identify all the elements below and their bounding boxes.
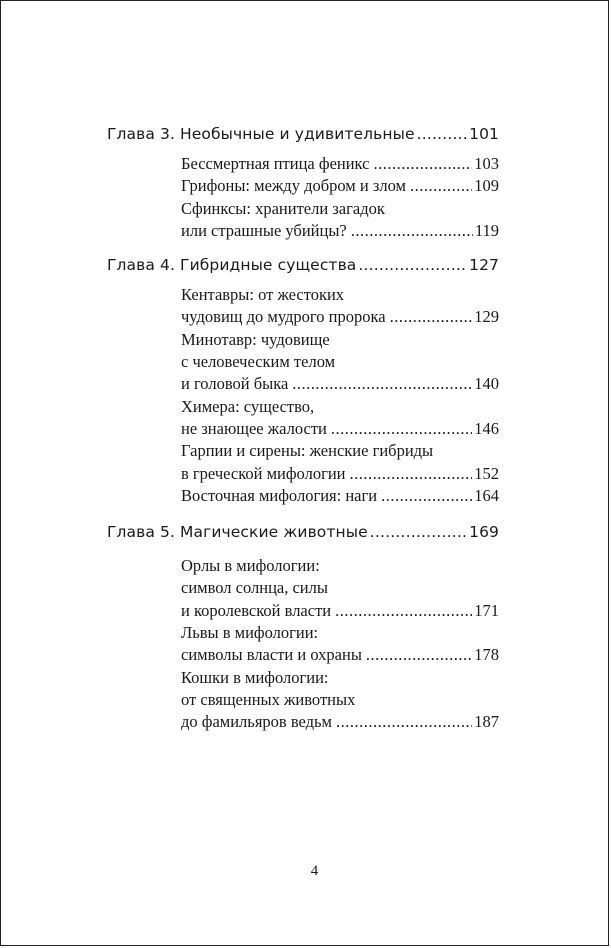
dot-leader <box>351 220 473 242</box>
dot-leader <box>358 256 467 274</box>
dot-leader <box>381 485 472 507</box>
entry-title-line: Грифоны: между добром и злом <box>181 176 406 196</box>
entry-title-line: Львы в мифологии: <box>181 623 319 643</box>
page-number <box>1 863 608 880</box>
entry-page: 129 <box>474 307 499 327</box>
entry-title-line: от священных животных <box>181 689 356 709</box>
entry-page: 119 <box>474 220 499 240</box>
chapter-title: Глава 3. Необычные и удивительные <box>107 125 415 143</box>
toc-entry <box>181 440 499 485</box>
dot-leader <box>374 153 473 175</box>
chapter-title: Глава 4. Гибридные существа <box>107 256 357 275</box>
entry-title-line: Сфинксы: хранители загадок <box>181 198 385 218</box>
entry-page: 103 <box>474 154 499 173</box>
toc-entry <box>181 153 499 175</box>
entry-title-line: Минотавр: чудовище <box>181 329 330 349</box>
toc-entry <box>181 485 499 507</box>
entry-title-line: с человеческим телом <box>181 352 336 372</box>
dot-leader <box>292 373 472 395</box>
entry-title-line: чудовищ до мудрого пророка <box>181 307 386 327</box>
chapter-entries <box>181 555 499 733</box>
chapter-page: 101 <box>469 125 499 143</box>
entry-title-line: или страшные убийцы? <box>181 220 347 240</box>
dot-leader <box>350 463 473 485</box>
entry-title-line: Бессмертная птица феникс <box>181 154 370 173</box>
entry-page: 178 <box>474 645 499 665</box>
toc-entry <box>181 622 499 667</box>
dot-leader <box>390 306 473 328</box>
entry-page: 146 <box>474 418 499 438</box>
dot-leader <box>417 125 468 143</box>
entry-title-line: и головой быка <box>181 374 289 394</box>
entry-title-line: в греческой мифологии <box>181 463 346 483</box>
entry-title-line: до фамильяров ведьм <box>181 712 332 732</box>
entry-page: 187 <box>474 712 499 732</box>
entry-title-line: Кошки в мифологии: <box>181 667 329 687</box>
entry-title-line: Восточная мифология: наги <box>181 485 378 505</box>
entry-page: 152 <box>474 463 499 483</box>
dot-leader <box>336 711 472 733</box>
entry-page: 171 <box>474 600 499 620</box>
table-of-contents <box>107 125 499 734</box>
entry-page: 109 <box>474 176 499 196</box>
page-number-text: 4 <box>310 863 319 879</box>
toc-entry <box>181 555 499 622</box>
toc-entry <box>181 396 499 441</box>
toc-entry <box>181 667 499 734</box>
entry-title-line: Гарпии и сирены: женские гибриды <box>181 441 434 461</box>
chapter-entries <box>181 284 499 507</box>
entry-title-line: символ солнца, силы <box>181 578 328 598</box>
chapter-page: 127 <box>469 256 499 275</box>
entry-title-line: Кентавры: от жестоких <box>181 285 345 305</box>
entry-page: 164 <box>474 485 499 505</box>
dot-leader <box>335 600 472 622</box>
dot-leader <box>366 644 472 666</box>
entry-page: 140 <box>474 374 499 394</box>
toc-chapter-5 <box>107 523 499 549</box>
chapter-entries <box>181 153 499 242</box>
entry-title-line: не знающее жалости <box>181 418 327 438</box>
toc-entry <box>181 329 499 396</box>
entry-title-line: Химера: существо, <box>181 396 315 416</box>
toc-entry <box>181 284 499 329</box>
toc-chapter-3 <box>107 125 499 151</box>
entry-title-line: и королевской власти <box>181 600 332 620</box>
entry-title-line: Орлы в мифологии: <box>181 556 320 576</box>
chapter-title: Глава 5. Магические животные <box>107 523 368 542</box>
toc-chapter-4 <box>107 256 499 282</box>
dot-leader <box>410 175 472 197</box>
dot-leader <box>370 523 467 541</box>
dot-leader <box>331 418 472 440</box>
toc-entry <box>181 175 499 197</box>
chapter-page: 169 <box>469 523 499 542</box>
toc-entry <box>181 198 499 243</box>
entry-title-line: символы власти и охраны <box>181 645 362 665</box>
